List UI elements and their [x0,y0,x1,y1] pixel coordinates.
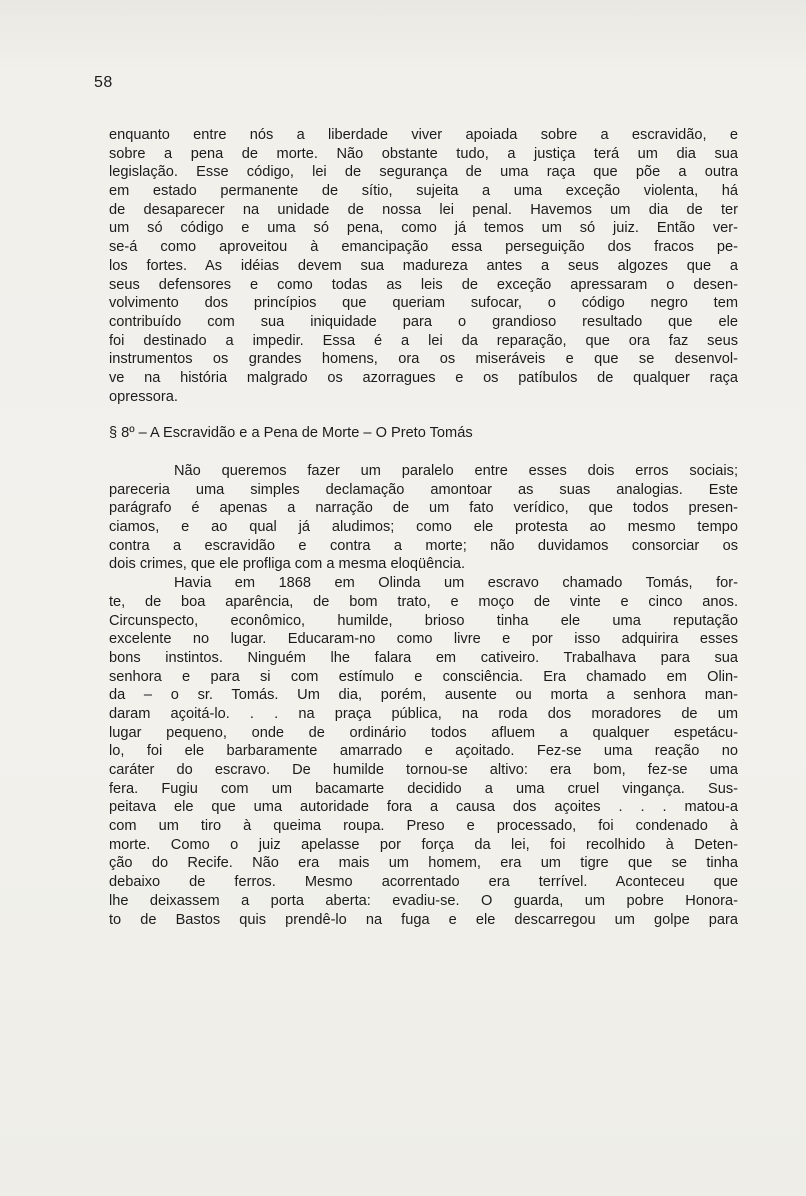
text-line: contra a escravidão e contra a morte; não duvidamos consorciar os [109,537,738,554]
text-line: ve na história malgrado os azorragues e os patíbulos de qualquer raça [109,369,738,386]
text-line: to de Bastos quis prendê-lo na fuga e ele descarregou um golpe para [109,911,738,928]
text-line: lhe deixassem a porta aberta: evadiu-se. O guarda, um pobre Honora- [109,892,738,909]
text-line: em estado permanente de sítio, sujeita a uma exceção violenta, há [109,183,738,200]
text-line: legislação. Esse código, lei de segurança de uma raça que põe a outra [109,164,738,181]
section-heading: § 8º – A Escravidão e a Pena de Morte – O Preto Tomás [109,425,473,442]
text-line: peitava ele que uma autoridade fora a causa dos açoites . . . matou-a [109,799,738,816]
text-line: foi destinado a impedir. Essa é a lei da reparação, que ora faz seus [109,332,738,349]
text-line: seus defensores e como todas as leis de exceção apressaram o desen- [109,276,738,293]
text-line: instrumentos os grandes homens, ora os miseráveis e que se desenvol- [109,351,738,368]
text-line: bons instintos. Ninguém lhe falara em cativeiro. Trabalhava para sua [109,649,738,666]
text-line: lugar pequeno, onde de ordinário todos afluem a qualquer espetácu- [109,724,738,741]
paragraph-3 [109,574,738,929]
text-line: volvimento dos princípios que queriam sufocar, o código negro tem [109,295,738,312]
text-line: enquanto entre nós a liberdade viver apoiada sobre a escravidão, e [109,127,738,143]
text-line: da – o sr. Tomás. Um dia, porém, ausente ou morta a senhora man- [109,687,738,704]
text-line: se-á como aproveitou à emancipação essa perseguição dos fracos pe- [109,239,738,256]
text-line: los fortes. As idéias devem sua madureza antes a seus algozes que a [109,257,738,274]
text-line: ção do Recife. Não era mais um homem, era um tigre que se tinha [109,855,738,872]
text-line: daram açoitá-lo. . . na praça pública, na roda dos moradores de um [109,705,738,722]
text-line: lo, foi ele barbaramente amarrado e açoitado. Fez-se uma reação no [109,743,738,760]
body-text [109,126,738,929]
text-line: sobre a pena de morte. Não obstante tudo, a justiça terá um dia sua [109,145,738,162]
text-line: caráter do escravo. De humilde tornou-se altivo: era bom, fez-se uma [109,762,738,778]
text-line: Circunspecto, econômico, humilde, brioso tinha ele uma reputação [109,612,738,629]
paragraph-1 [109,126,738,406]
page-number: 58 [94,74,113,91]
text-line: dois crimes, que ele profliga com a mesma eloqüência. [109,556,466,573]
text-line: ciamos, e ao qual já aludimos; como ele protesta ao mesmo tempo [109,519,738,536]
text-line: pareceria uma simples declamação amontoar as suas analogias. Este [109,481,738,498]
text-line: com um tiro à queima roupa. Preso e processado, foi condenado à [109,818,738,835]
text-line: senhora e para si com estímulo e consciência. Era chamado em Olin- [109,668,738,685]
paragraph-2 [109,462,738,574]
text-line: Não queremos fazer um paralelo entre esses dois erros sociais; [174,463,738,479]
text-line: fera. Fugiu com um bacamarte decidido a uma cruel vingança. Sus- [109,780,738,797]
text-line: de desaparecer na unidade de nossa lei penal. Havemos um dia de ter [109,201,738,218]
text-line: debaixo de ferros. Mesmo acorrentado era terrível. Aconteceu que [109,874,738,891]
text-line: te, de boa aparência, de bom trato, e moço de vinte e cinco anos. [109,593,738,610]
text-line: contribuído com sua iniquidade para o grandioso resultado que ele [109,313,738,330]
text-line: um só código e uma só pena, como já temos um só juiz. Então ver- [109,220,738,237]
text-line: Havia em 1868 em Olinda um escravo chamado Tomás, for- [174,575,738,592]
text-line: opressora. [109,388,178,405]
text-line: parágrafo é apenas a narração de um fato verídico, que todos presen- [109,500,738,517]
text-line: excelente no lugar. Educaram-no como livre e por isso adquirira esses [109,631,738,648]
text-line: morte. Como o juiz apelasse por força da lei, foi recolhido à Deten- [109,836,738,853]
